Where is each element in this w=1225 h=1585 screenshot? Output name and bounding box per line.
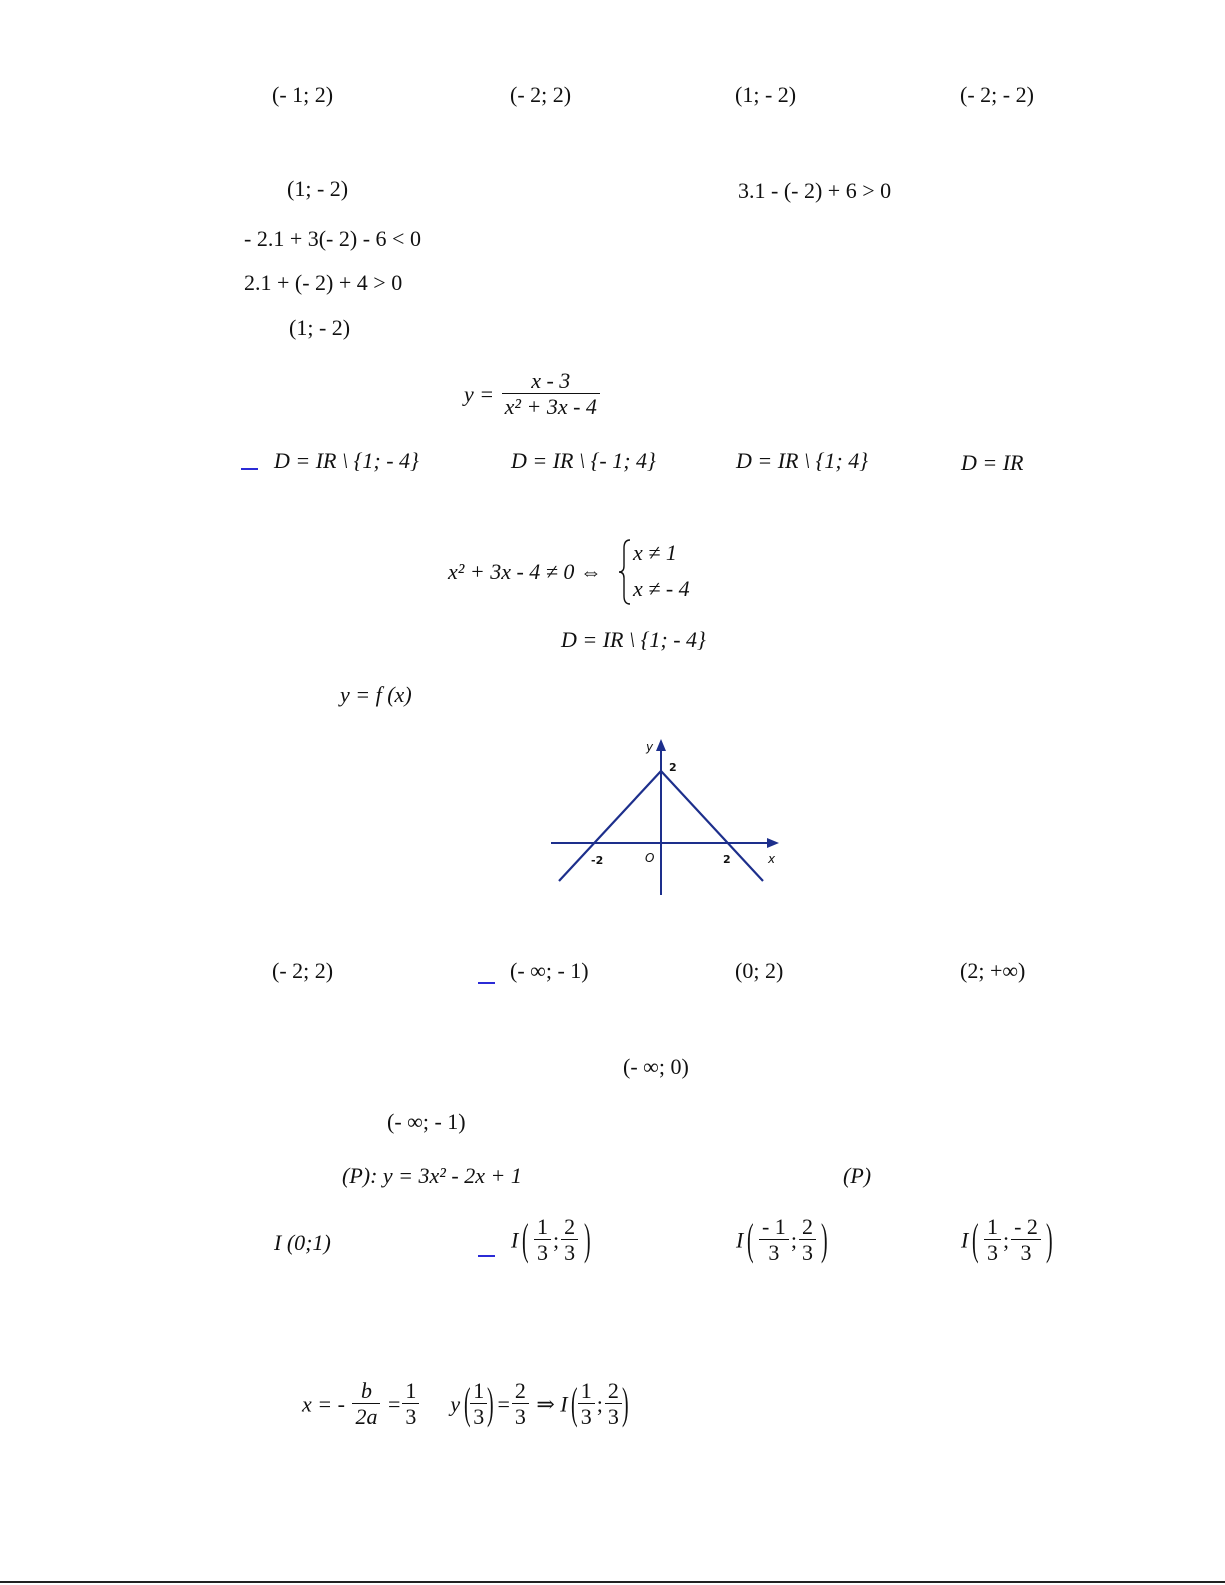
q1-check-2: - 2.1 + 3(- 2) - 6 < 0 — [244, 226, 421, 251]
q3-option-d[interactable]: (2; +∞) — [960, 958, 1026, 983]
q2-option-a[interactable]: D = IR \ {1; - 4} — [274, 448, 419, 473]
q2-answer-mark — [241, 468, 258, 470]
q4-option-d-num2: - 2 — [1011, 1214, 1041, 1240]
q2-function-lhs: y = — [464, 381, 495, 407]
q4-solution-x-num: 1 — [402, 1378, 419, 1404]
q4-solution-y-den: 3 — [514, 1404, 526, 1430]
q4-option-b-den1: 3 — [536, 1240, 548, 1266]
q2-function-fraction — [502, 368, 600, 421]
q4-option-c-num2: 2 — [799, 1214, 816, 1240]
q2-condition: x² + 3x - 4 ≠ 0 ⇔ — [448, 559, 602, 584]
q3-option-b[interactable]: (- ∞; - 1) — [510, 958, 589, 983]
q4-option-b-den2: 3 — [564, 1240, 576, 1266]
q3-option-a[interactable]: (- 2; 2) — [272, 958, 334, 983]
q4-solution-I-num1: 1 — [578, 1378, 595, 1404]
q4-option-d-den2: 3 — [1020, 1240, 1032, 1266]
q4-solution-lparen-1: ( — [463, 1379, 471, 1429]
q2-option-c[interactable]: D = IR \ {1; 4} — [736, 448, 869, 473]
q4-option-d[interactable]: I ( $\frac{1}{3}$ ; $\frac{- 2}{3}$ ) — [961, 1214, 1054, 1266]
q4-parabola: (P): y = 3x² - 2x + 1 — [342, 1163, 522, 1188]
x-tick-neg-label: -2 — [591, 854, 604, 867]
x-axis-arrow-icon — [767, 838, 779, 848]
q4-option-c-prefix: I — [736, 1227, 744, 1253]
y-axis-label: y — [646, 740, 654, 754]
q4-solution-b: b — [352, 1378, 380, 1404]
q4-solution-lparen-2: ( — [571, 1379, 578, 1429]
q1-point: (1; - 2) — [287, 176, 349, 201]
q4-solution-y-arg-den: 3 — [473, 1404, 485, 1430]
q4-solution-eq2: = — [497, 1391, 510, 1417]
q1-check-3: 2.1 + (- 2) + 4 > 0 — [244, 270, 403, 295]
q4-option-b-num1: 1 — [534, 1214, 551, 1240]
x-tick-pos-label: 2 — [723, 853, 731, 866]
q2-function — [464, 368, 602, 421]
q1-check-1: 3.1 - (- 2) + 6 > 0 — [738, 178, 892, 203]
q4-option-a[interactable]: I (0;1) — [274, 1230, 331, 1255]
q4-solution-x: x = - — [302, 1391, 345, 1417]
q4-solution-I-den1: 3 — [580, 1404, 592, 1430]
q4-solution-implies: ⇒ — [536, 1391, 555, 1417]
y-tick-label: 2 — [669, 761, 677, 774]
page-bottom-rule — [0, 1581, 1225, 1583]
q4-solution-I: I — [560, 1391, 568, 1417]
q4-option-c-den2: 3 — [801, 1240, 813, 1266]
q4-solution-2a: 2a — [355, 1404, 378, 1430]
q4-option-c-den1: 3 — [768, 1240, 780, 1266]
q2-function-denominator: x² + 3x - 4 — [504, 394, 597, 420]
q4-p-label: (P) — [843, 1163, 872, 1188]
q4-solution-x-den: 3 — [405, 1404, 417, 1430]
q3-interval-2: (- ∞; - 1) — [387, 1109, 466, 1134]
q2-system-line-2: x ≠ - 4 — [633, 576, 690, 601]
q4-option-c-lparen: ( — [746, 1215, 754, 1265]
q4-option-c[interactable]: I ( $\frac{- 1}{3}$ ; $\frac{2}{3}$ ) — [736, 1214, 829, 1266]
q4-solution-I-den2: 3 — [607, 1404, 619, 1430]
q1-option-d[interactable]: (- 2; - 2) — [960, 82, 1034, 107]
q2-system-brace — [618, 538, 632, 606]
q2-option-b[interactable]: D = IR \ {- 1; 4} — [511, 448, 656, 473]
q3-graph — [545, 735, 785, 900]
q4-solution-eq1: = — [387, 1391, 401, 1417]
q4-option-b[interactable]: I ( $\frac{1}{3}$ ; $\frac{2}{3}$ ) — [511, 1214, 591, 1266]
q4-option-d-num1: 1 — [984, 1214, 1001, 1240]
q2-system-line-1: x ≠ 1 — [633, 540, 677, 565]
q4-option-d-lparen: ( — [971, 1215, 979, 1265]
q1-option-c[interactable]: (1; - 2) — [735, 82, 797, 107]
q4-option-b-num2: 2 — [561, 1214, 578, 1240]
q3-answer-mark — [478, 982, 495, 984]
q4-option-b-prefix: I — [511, 1227, 519, 1253]
q4-solution: x = - $\frac{b}{2a}$ = $\frac{1}{3}$ y ( $\frac{1}{3}$ ) = $\frac{2}{3}$ ⇒ I ( $\frac{1}{3}$ ; $\frac{2}{3}$ ) — [302, 1378, 629, 1430]
q4-option-b-lparen: ( — [521, 1215, 529, 1265]
q4-answer-mark — [478, 1255, 495, 1257]
q4-option-c-num1: - 1 — [759, 1214, 789, 1240]
q2-result: D = IR \ {1; - 4} — [561, 627, 706, 652]
q2-option-d[interactable]: D = IR — [961, 450, 1024, 475]
q4-option-d-rparen: ) — [1046, 1215, 1054, 1265]
q4-solution-rparen-2: ) — [621, 1379, 629, 1429]
q4-solution-I-num2: 2 — [605, 1378, 622, 1404]
q3-option-c[interactable]: (0; 2) — [735, 958, 784, 983]
q2-function-numerator: x - 3 — [502, 368, 600, 394]
q4-solution-y-arg-num: 1 — [470, 1378, 487, 1404]
q4-option-c-rparen: ) — [821, 1215, 829, 1265]
y-axis-arrow-icon — [656, 739, 666, 751]
q1-option-b[interactable]: (- 2; 2) — [510, 82, 572, 107]
q4-option-b-rparen: ) — [583, 1215, 591, 1265]
q4-solution-rparen-1: ) — [487, 1379, 494, 1429]
origin-label: O — [645, 851, 655, 865]
q4-solution-y: y — [450, 1391, 461, 1417]
q4-solution-y-num: 2 — [512, 1378, 529, 1404]
q4-option-d-prefix: I — [961, 1227, 969, 1253]
q1-option-a[interactable]: (- 1; 2) — [272, 82, 334, 107]
q3-function: y = f (x) — [340, 682, 412, 707]
x-axis-label: x — [768, 852, 776, 866]
q3-interval-1: (- ∞; 0) — [623, 1054, 689, 1079]
q4-option-d-den1: 3 — [986, 1240, 998, 1266]
q1-answer-point: (1; - 2) — [289, 315, 351, 340]
